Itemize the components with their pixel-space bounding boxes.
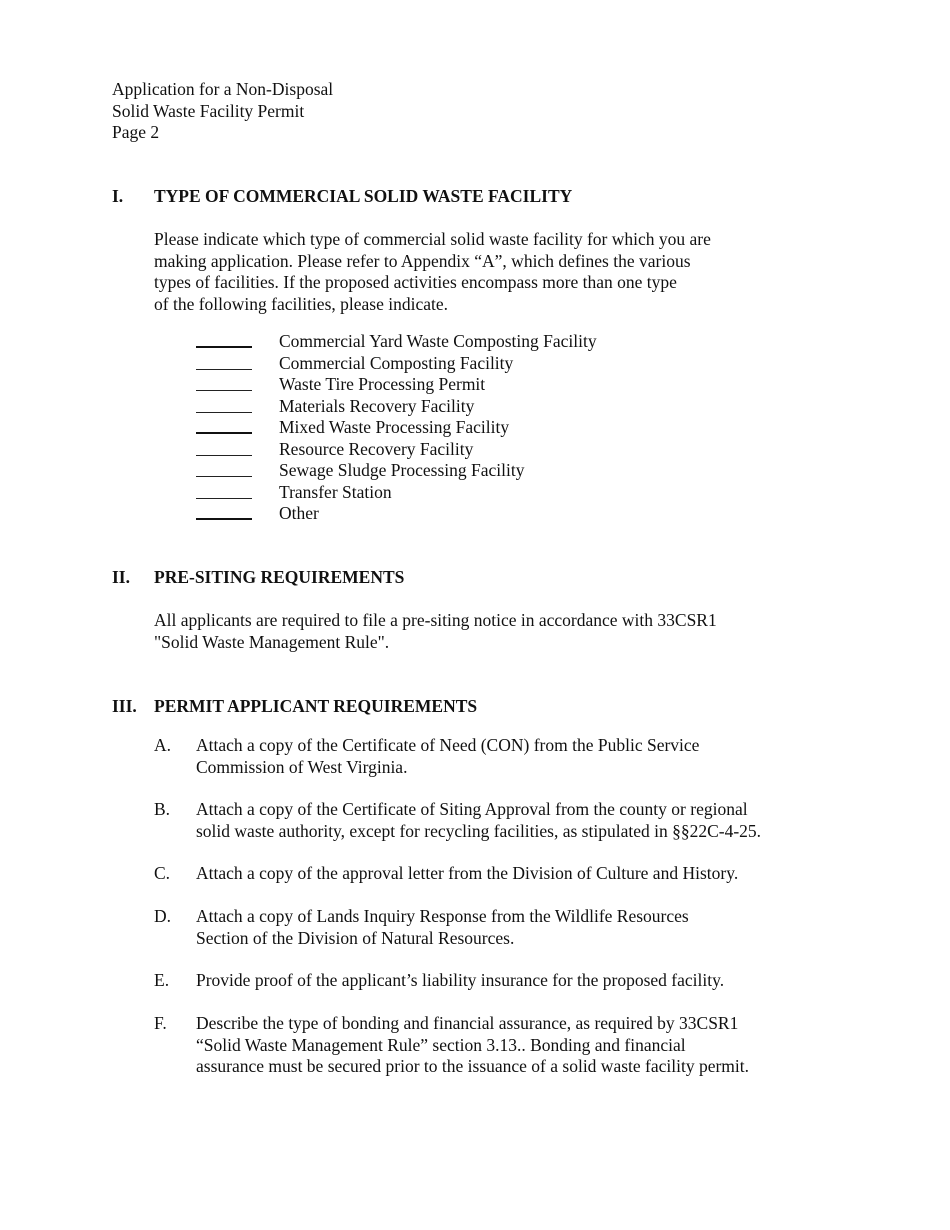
requirement-letter: F. [154, 1013, 167, 1033]
option-label: Sewage Sludge Processing Facility [279, 460, 525, 480]
requirement-line: Attach a copy of the Certificate of Siting Approval from the county or regional [196, 799, 748, 819]
requirement-line: Commission of West Virginia. [196, 756, 408, 777]
check-blank-transfer-station[interactable] [196, 498, 252, 499]
option-label: Commercial Yard Waste Composting Facility [279, 331, 597, 351]
requirement-text [196, 906, 689, 949]
section-3-title: PERMIT APPLICANT REQUIREMENTS [154, 696, 478, 716]
check-blank-yard-waste-composting[interactable] [196, 346, 252, 348]
option-label: Mixed Waste Processing Facility [279, 417, 510, 437]
requirement-letter: A. [154, 735, 172, 755]
requirement-letter: D. [154, 906, 172, 926]
header-line-2: Solid Waste Facility Permit [112, 100, 305, 121]
header-line-1: Application for a Non-Disposal [112, 79, 334, 99]
check-blank-mixed-waste[interactable] [196, 432, 252, 434]
section-3-heading [112, 696, 477, 718]
section-2-number: II. [112, 567, 130, 587]
check-blank-resource-recovery[interactable] [196, 455, 252, 456]
check-blank-materials-recovery[interactable] [196, 412, 252, 413]
section-2-text [154, 610, 794, 653]
check-blank-sewage-sludge[interactable] [196, 476, 252, 477]
requirement-line: Section of the Division of Natural Resources. [196, 927, 515, 948]
requirement-letter: C. [154, 863, 171, 883]
requirement-line: Describe the type of bonding and financial assurance, as required by 33CSR1 [196, 1013, 739, 1033]
paragraph-line: "Solid Waste Management Rule". [154, 631, 390, 652]
check-blank-other[interactable] [196, 518, 252, 520]
paragraph-line: of the following facilities, please indicate. [154, 293, 448, 314]
section-1-number: I. [112, 186, 124, 206]
paragraph-line: Please indicate which type of commercial solid waste facility for which you are [154, 229, 711, 249]
section-2-heading [112, 567, 404, 589]
option-label: Waste Tire Processing Permit [279, 374, 486, 394]
section-2-title: PRE-SITING REQUIREMENTS [154, 567, 405, 587]
option-label: Transfer Station [279, 481, 392, 502]
paragraph-line: All applicants are required to file a pre-siting notice in accordance with 33CSR1 [154, 610, 717, 630]
requirement-letter: E. [154, 970, 170, 990]
option-label: Materials Recovery Facility [279, 395, 475, 416]
paragraph-line: making application. Please refer to Appendix “A”, which defines the various [154, 250, 691, 271]
requirement-text [196, 970, 724, 992]
option-label: Commercial Composting Facility [279, 352, 514, 373]
requirement-line: solid waste authority, except for recycling facilities, as stipulated in §§22C-4-25. [196, 820, 762, 841]
requirement-text [196, 863, 738, 885]
requirement-line: Attach a copy of Lands Inquiry Response from the Wildlife Resources [196, 906, 689, 926]
section-3-number: III. [112, 696, 137, 716]
requirement-line: Attach a copy of the approval letter from the Division of Culture and History. [196, 863, 739, 883]
requirement-text [196, 1013, 749, 1078]
check-blank-waste-tire[interactable] [196, 390, 252, 391]
requirement-letter: B. [154, 799, 171, 819]
section-1-title: TYPE OF COMMERCIAL SOLID WASTE FACILITY [154, 186, 573, 206]
requirement-line: “Solid Waste Management Rule” section 3.13.. Bonding and financial [196, 1034, 686, 1055]
requirement-text [196, 735, 699, 778]
requirement-line: Attach a copy of the Certificate of Need (CON) from the Public Service [196, 735, 700, 755]
paragraph-line: types of facilities. If the proposed activities encompass more than one type [154, 272, 677, 292]
check-blank-composting[interactable] [196, 369, 252, 370]
option-label: Other [279, 503, 319, 523]
section-1-instructions [154, 229, 794, 315]
requirement-line: Provide proof of the applicant’s liability insurance for the proposed facility. [196, 970, 725, 990]
requirement-line: assurance must be secured prior to the issuance of a solid waste facility permit. [196, 1056, 750, 1076]
requirement-text [196, 799, 761, 842]
page-header [112, 79, 333, 144]
section-1-heading [112, 186, 572, 208]
header-line-3: Page 2 [112, 122, 160, 142]
option-label: Resource Recovery Facility [279, 438, 474, 459]
